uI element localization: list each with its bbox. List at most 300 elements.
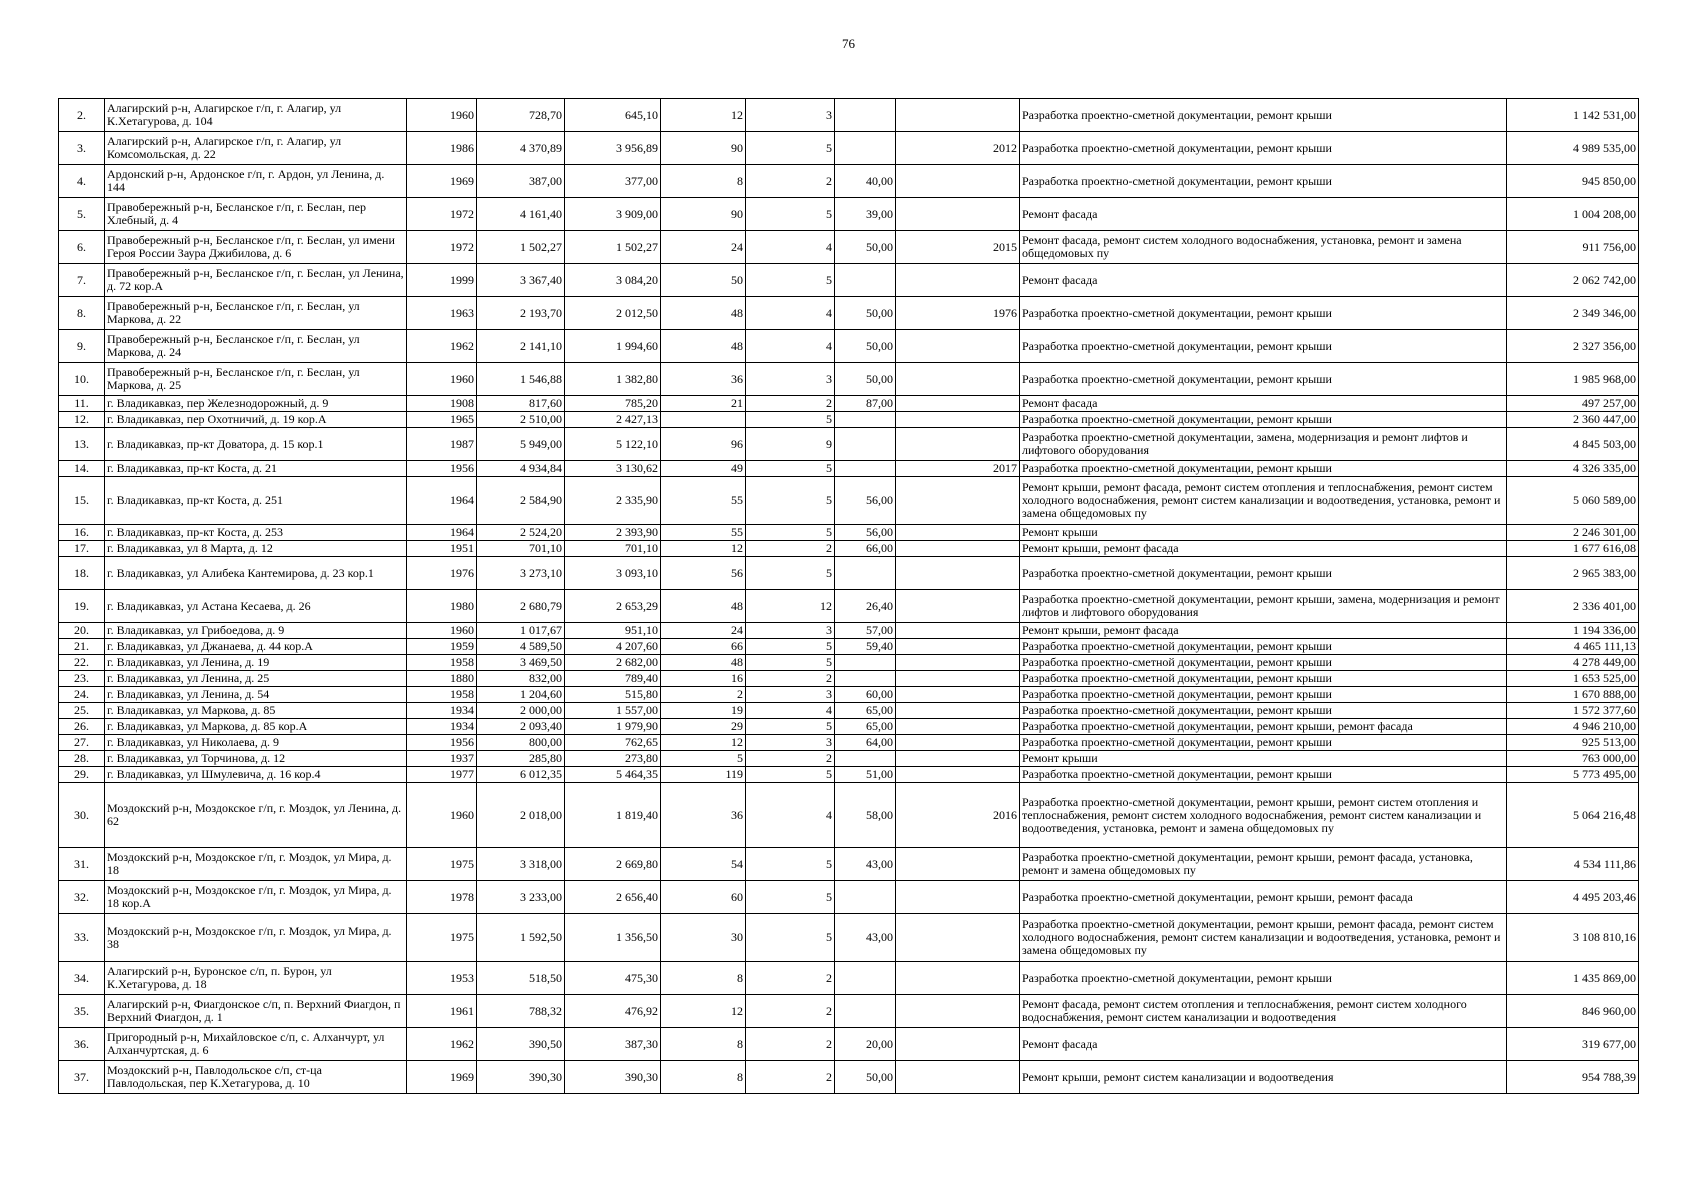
residents-cell: 24	[661, 623, 746, 639]
last-repair-year-cell	[896, 525, 1020, 541]
row-number: 28.	[59, 751, 105, 767]
floors-cell: 3	[746, 363, 835, 396]
residents-cell: 55	[661, 477, 746, 525]
works-cell: Разработка проектно-сметной документации, ремонт крыши, замена, модернизация и ремонт лифтов и лифтового оборудования	[1020, 590, 1507, 623]
cost-cell: 2 360 447,00	[1507, 412, 1639, 428]
row-number: 3.	[59, 132, 105, 165]
year-cell: 1976	[407, 557, 477, 590]
last-repair-year-cell	[896, 735, 1020, 751]
row-number: 17.	[59, 541, 105, 557]
wear-cell	[835, 557, 896, 590]
residents-cell: 8	[661, 165, 746, 198]
total-area-cell: 2 680,79	[477, 590, 565, 623]
row-number: 16.	[59, 525, 105, 541]
last-repair-year-cell	[896, 198, 1020, 231]
last-repair-year-cell	[896, 264, 1020, 297]
works-cell: Разработка проектно-сметной документации, ремонт крыши	[1020, 330, 1507, 363]
table-row	[59, 330, 1639, 363]
last-repair-year-cell	[896, 99, 1020, 132]
floors-cell: 3	[746, 687, 835, 703]
row-number: 31.	[59, 848, 105, 881]
floors-cell: 2	[746, 1061, 835, 1094]
living-area-cell: 475,30	[565, 962, 661, 995]
total-area-cell: 390,30	[477, 1061, 565, 1094]
living-area-cell: 1 502,27	[565, 231, 661, 264]
works-cell: Ремонт крыши, ремонт систем канализации и водоотведения	[1020, 1061, 1507, 1094]
cost-cell: 4 534 111,86	[1507, 848, 1639, 881]
year-cell: 1962	[407, 1028, 477, 1061]
table-row	[59, 1028, 1639, 1061]
table-row	[59, 198, 1639, 231]
year-cell: 1937	[407, 751, 477, 767]
address-cell: Правобережный р-н, Бесланское г/п, г. Беслан, ул Маркова, д. 22	[105, 297, 407, 330]
works-cell: Разработка проектно-сметной документации, ремонт крыши	[1020, 671, 1507, 687]
row-number: 10.	[59, 363, 105, 396]
last-repair-year-cell	[896, 477, 1020, 525]
works-cell: Разработка проектно-сметной документации, ремонт крыши	[1020, 639, 1507, 655]
last-repair-year-cell: 2016	[896, 783, 1020, 848]
address-cell: г. Владикавказ, ул Маркова, д. 85	[105, 703, 407, 719]
living-area-cell: 1 994,60	[565, 330, 661, 363]
cost-cell: 4 989 535,00	[1507, 132, 1639, 165]
floors-cell: 5	[746, 412, 835, 428]
year-cell: 1975	[407, 914, 477, 962]
last-repair-year-cell	[896, 363, 1020, 396]
table-row	[59, 363, 1639, 396]
last-repair-year-cell	[896, 751, 1020, 767]
wear-cell: 65,00	[835, 719, 896, 735]
residents-cell: 48	[661, 655, 746, 671]
total-area-cell: 387,00	[477, 165, 565, 198]
address-cell: Алагирский р-н, Фиагдонское с/п, п. Верхний Фиагдон, п Верхний Фиагдон, д. 1	[105, 995, 407, 1028]
last-repair-year-cell	[896, 881, 1020, 914]
table-row	[59, 767, 1639, 783]
living-area-cell: 2 682,00	[565, 655, 661, 671]
living-area-cell: 515,80	[565, 687, 661, 703]
works-cell: Разработка проектно-сметной документации, ремонт крыши	[1020, 461, 1507, 477]
cost-cell: 4 465 111,13	[1507, 639, 1639, 655]
address-cell: Правобережный р-н, Бесланское г/п, г. Беслан, ул имени Героя России Заура Джибилова, д. 6	[105, 231, 407, 264]
residents-cell: 12	[661, 541, 746, 557]
total-area-cell: 3 367,40	[477, 264, 565, 297]
floors-cell: 3	[746, 735, 835, 751]
residents-cell: 12	[661, 995, 746, 1028]
total-area-cell: 2 193,70	[477, 297, 565, 330]
floors-cell: 9	[746, 428, 835, 461]
row-number: 21.	[59, 639, 105, 655]
address-cell: г. Владикавказ, ул Маркова, д. 85 кор.А	[105, 719, 407, 735]
residents-cell: 2	[661, 687, 746, 703]
cost-cell: 1 985 968,00	[1507, 363, 1639, 396]
floors-cell: 2	[746, 671, 835, 687]
address-cell: г. Владикавказ, пер Охотничий, д. 19 кор.А	[105, 412, 407, 428]
last-repair-year-cell	[896, 412, 1020, 428]
year-cell: 1987	[407, 428, 477, 461]
total-area-cell: 2 524,20	[477, 525, 565, 541]
wear-cell: 87,00	[835, 396, 896, 412]
last-repair-year-cell	[896, 428, 1020, 461]
year-cell: 1999	[407, 264, 477, 297]
cost-cell: 2 062 742,00	[1507, 264, 1639, 297]
last-repair-year-cell	[896, 1061, 1020, 1094]
row-number: 5.	[59, 198, 105, 231]
floors-cell: 2	[746, 165, 835, 198]
works-cell: Ремонт фасада	[1020, 198, 1507, 231]
living-area-cell: 789,40	[565, 671, 661, 687]
year-cell: 1986	[407, 132, 477, 165]
table-row	[59, 962, 1639, 995]
works-cell: Ремонт фасада	[1020, 396, 1507, 412]
works-cell: Разработка проектно-сметной документации, ремонт крыши, ремонт систем отопления и теплоснабжения, ремонт систем холодного водоснабжения, ремонт систем канализации и водоотведения, установка, ремонт и замена общедомовых пу	[1020, 783, 1507, 848]
last-repair-year-cell	[896, 639, 1020, 655]
cost-cell: 925 513,00	[1507, 735, 1639, 751]
year-cell: 1977	[407, 767, 477, 783]
last-repair-year-cell	[896, 541, 1020, 557]
wear-cell	[835, 962, 896, 995]
year-cell: 1969	[407, 165, 477, 198]
table-row	[59, 99, 1639, 132]
floors-cell: 5	[746, 198, 835, 231]
table-row	[59, 557, 1639, 590]
total-area-cell: 3 273,10	[477, 557, 565, 590]
works-cell: Разработка проектно-сметной документации, ремонт крыши	[1020, 412, 1507, 428]
year-cell: 1960	[407, 363, 477, 396]
table-row	[59, 525, 1639, 541]
table-body	[59, 99, 1639, 1094]
living-area-cell: 3 130,62	[565, 461, 661, 477]
living-area-cell: 951,10	[565, 623, 661, 639]
table-row	[59, 995, 1639, 1028]
floors-cell: 5	[746, 719, 835, 735]
table-row	[59, 881, 1639, 914]
row-number: 27.	[59, 735, 105, 751]
cost-cell: 4 278 449,00	[1507, 655, 1639, 671]
residents-cell: 30	[661, 914, 746, 962]
year-cell: 1934	[407, 719, 477, 735]
wear-cell	[835, 264, 896, 297]
total-area-cell: 728,70	[477, 99, 565, 132]
wear-cell: 58,00	[835, 783, 896, 848]
table-row	[59, 590, 1639, 623]
residents-cell: 48	[661, 590, 746, 623]
living-area-cell: 2 335,90	[565, 477, 661, 525]
floors-cell: 2	[746, 396, 835, 412]
floors-cell: 4	[746, 330, 835, 363]
year-cell: 1965	[407, 412, 477, 428]
living-area-cell: 1 979,90	[565, 719, 661, 735]
wear-cell: 26,40	[835, 590, 896, 623]
wear-cell	[835, 655, 896, 671]
living-area-cell: 1 819,40	[565, 783, 661, 848]
residents-cell: 12	[661, 735, 746, 751]
table-row	[59, 848, 1639, 881]
total-area-cell: 6 012,35	[477, 767, 565, 783]
residents-cell: 24	[661, 231, 746, 264]
total-area-cell: 4 370,89	[477, 132, 565, 165]
residents-cell: 16	[661, 671, 746, 687]
address-cell: Правобережный р-н, Бесланское г/п, г. Беслан, пер Хлебный, д. 4	[105, 198, 407, 231]
works-cell: Разработка проектно-сметной документации, ремонт крыши	[1020, 767, 1507, 783]
last-repair-year-cell	[896, 687, 1020, 703]
row-number: 32.	[59, 881, 105, 914]
last-repair-year-cell: 1976	[896, 297, 1020, 330]
table-row	[59, 687, 1639, 703]
row-number: 35.	[59, 995, 105, 1028]
living-area-cell: 2 393,90	[565, 525, 661, 541]
row-number: 18.	[59, 557, 105, 590]
wear-cell: 43,00	[835, 914, 896, 962]
row-number: 6.	[59, 231, 105, 264]
wear-cell: 51,00	[835, 767, 896, 783]
wear-cell: 59,40	[835, 639, 896, 655]
cost-cell: 4 946 210,00	[1507, 719, 1639, 735]
address-cell: Ардонский р-н, Ардонское г/п, г. Ардон, ул Ленина, д. 144	[105, 165, 407, 198]
total-area-cell: 5 949,00	[477, 428, 565, 461]
works-cell: Ремонт крыши, ремонт фасада	[1020, 541, 1507, 557]
living-area-cell: 3 956,89	[565, 132, 661, 165]
year-cell: 1951	[407, 541, 477, 557]
total-area-cell: 1 592,50	[477, 914, 565, 962]
address-cell: г. Владикавказ, ул Ленина, д. 25	[105, 671, 407, 687]
year-cell: 1934	[407, 703, 477, 719]
wear-cell: 40,00	[835, 165, 896, 198]
residents-cell: 36	[661, 363, 746, 396]
living-area-cell: 273,80	[565, 751, 661, 767]
cost-cell: 1 677 616,08	[1507, 541, 1639, 557]
last-repair-year-cell	[896, 767, 1020, 783]
residents-cell	[661, 412, 746, 428]
cost-cell: 3 108 810,16	[1507, 914, 1639, 962]
last-repair-year-cell	[896, 962, 1020, 995]
living-area-cell: 387,30	[565, 1028, 661, 1061]
year-cell: 1964	[407, 477, 477, 525]
living-area-cell: 1 382,80	[565, 363, 661, 396]
residents-cell: 36	[661, 783, 746, 848]
living-area-cell: 701,10	[565, 541, 661, 557]
wear-cell	[835, 428, 896, 461]
works-cell: Ремонт фасада	[1020, 1028, 1507, 1061]
works-cell: Ремонт фасада, ремонт систем отопления и теплоснабжения, ремонт систем холодного водоснабжения, ремонт систем канализации и водоотведения	[1020, 995, 1507, 1028]
residents-cell: 90	[661, 132, 746, 165]
table-row	[59, 396, 1639, 412]
total-area-cell: 4 934,84	[477, 461, 565, 477]
total-area-cell: 3 469,50	[477, 655, 565, 671]
address-cell: г. Владикавказ, ул Ленина, д. 19	[105, 655, 407, 671]
year-cell: 1961	[407, 995, 477, 1028]
address-cell: г. Владикавказ, ул Торчинова, д. 12	[105, 751, 407, 767]
table-row	[59, 231, 1639, 264]
wear-cell: 65,00	[835, 703, 896, 719]
address-cell: г. Владикавказ, пр-кт Коста, д. 21	[105, 461, 407, 477]
cost-cell: 1 572 377,60	[1507, 703, 1639, 719]
year-cell: 1880	[407, 671, 477, 687]
wear-cell	[835, 412, 896, 428]
row-number: 7.	[59, 264, 105, 297]
total-area-cell: 518,50	[477, 962, 565, 995]
floors-cell: 2	[746, 995, 835, 1028]
total-area-cell: 788,32	[477, 995, 565, 1028]
table-row	[59, 671, 1639, 687]
address-cell: г. Владикавказ, ул Грибоедова, д. 9	[105, 623, 407, 639]
wear-cell	[835, 671, 896, 687]
living-area-cell: 645,10	[565, 99, 661, 132]
year-cell: 1960	[407, 623, 477, 639]
last-repair-year-cell	[896, 914, 1020, 962]
last-repair-year-cell	[896, 590, 1020, 623]
wear-cell	[835, 99, 896, 132]
year-cell: 1959	[407, 639, 477, 655]
table-row	[59, 165, 1639, 198]
row-number: 24.	[59, 687, 105, 703]
year-cell: 1960	[407, 99, 477, 132]
address-cell: Правобережный р-н, Бесланское г/п, г. Беслан, ул Маркова, д. 24	[105, 330, 407, 363]
living-area-cell: 390,30	[565, 1061, 661, 1094]
cost-cell: 319 677,00	[1507, 1028, 1639, 1061]
living-area-cell: 1 557,00	[565, 703, 661, 719]
row-number: 22.	[59, 655, 105, 671]
total-area-cell: 1 502,27	[477, 231, 565, 264]
works-cell: Ремонт крыши, ремонт фасада, ремонт систем отопления и теплоснабжения, ремонт систем холодного водоснабжения, ремонт систем канализации и водоотведения, установка, ремонт и замена общедомовых пу	[1020, 477, 1507, 525]
table-row	[59, 719, 1639, 735]
address-cell: г. Владикавказ, пр-кт Коста, д. 251	[105, 477, 407, 525]
floors-cell: 4	[746, 703, 835, 719]
living-area-cell: 2 669,80	[565, 848, 661, 881]
table-row	[59, 735, 1639, 751]
residents-cell: 60	[661, 881, 746, 914]
floors-cell: 5	[746, 461, 835, 477]
living-area-cell: 1 356,50	[565, 914, 661, 962]
residents-cell: 119	[661, 767, 746, 783]
floors-cell: 5	[746, 848, 835, 881]
wear-cell: 50,00	[835, 1061, 896, 1094]
floors-cell: 4	[746, 231, 835, 264]
total-area-cell: 1 017,67	[477, 623, 565, 639]
total-area-cell: 2 093,40	[477, 719, 565, 735]
works-cell: Разработка проектно-сметной документации, ремонт крыши	[1020, 687, 1507, 703]
total-area-cell: 800,00	[477, 735, 565, 751]
works-cell: Разработка проектно-сметной документации, ремонт крыши	[1020, 363, 1507, 396]
address-cell: г. Владикавказ, ул Астана Кесаева, д. 26	[105, 590, 407, 623]
year-cell: 1972	[407, 231, 477, 264]
last-repair-year-cell	[896, 995, 1020, 1028]
residents-cell: 5	[661, 751, 746, 767]
floors-cell: 2	[746, 962, 835, 995]
living-area-cell: 377,00	[565, 165, 661, 198]
floors-cell: 2	[746, 751, 835, 767]
total-area-cell: 2 510,00	[477, 412, 565, 428]
address-cell: г. Владикавказ, пр-кт Доватора, д. 15 кор.1	[105, 428, 407, 461]
table-row	[59, 477, 1639, 525]
cost-cell: 5 773 495,00	[1507, 767, 1639, 783]
address-cell: г. Владикавказ, пер Железнодорожный, д. 9	[105, 396, 407, 412]
row-number: 36.	[59, 1028, 105, 1061]
last-repair-year-cell	[896, 557, 1020, 590]
last-repair-year-cell	[896, 703, 1020, 719]
row-number: 13.	[59, 428, 105, 461]
cost-cell: 1 004 208,00	[1507, 198, 1639, 231]
table-row	[59, 639, 1639, 655]
year-cell: 1962	[407, 330, 477, 363]
wear-cell: 56,00	[835, 477, 896, 525]
residents-cell: 54	[661, 848, 746, 881]
total-area-cell: 2 141,10	[477, 330, 565, 363]
last-repair-year-cell	[896, 396, 1020, 412]
address-cell: Моздокский р-н, Павлодольское с/п, ст-ца Павлодольская, пер К.Хетагурова, д. 10	[105, 1061, 407, 1094]
cost-cell: 1 670 888,00	[1507, 687, 1639, 703]
total-area-cell: 1 204,60	[477, 687, 565, 703]
row-number: 19.	[59, 590, 105, 623]
row-number: 23.	[59, 671, 105, 687]
address-cell: г. Владикавказ, ул Джанаева, д. 44 кор.А	[105, 639, 407, 655]
residents-cell: 8	[661, 1028, 746, 1061]
last-repair-year-cell	[896, 623, 1020, 639]
cost-cell: 5 060 589,00	[1507, 477, 1639, 525]
table-row	[59, 264, 1639, 297]
cost-cell: 5 064 216,48	[1507, 783, 1639, 848]
last-repair-year-cell	[896, 671, 1020, 687]
residents-cell: 8	[661, 1061, 746, 1094]
table-row	[59, 412, 1639, 428]
last-repair-year-cell	[896, 655, 1020, 671]
living-area-cell: 2 012,50	[565, 297, 661, 330]
address-cell: г. Владикавказ, пр-кт Коста, д. 253	[105, 525, 407, 541]
address-cell: Правобережный р-н, Бесланское г/п, г. Беслан, ул Маркова, д. 25	[105, 363, 407, 396]
address-cell: Моздокский р-н, Моздокское г/п, г. Моздок, ул Мира, д. 18	[105, 848, 407, 881]
address-cell: Пригородный р-н, Михайловское с/п, с. Алханчурт, ул Алханчуртская, д. 6	[105, 1028, 407, 1061]
row-number: 34.	[59, 962, 105, 995]
residents-cell: 8	[661, 962, 746, 995]
total-area-cell: 817,60	[477, 396, 565, 412]
floors-cell: 5	[746, 525, 835, 541]
living-area-cell: 476,92	[565, 995, 661, 1028]
row-number: 9.	[59, 330, 105, 363]
row-number: 33.	[59, 914, 105, 962]
cost-cell: 4 845 503,00	[1507, 428, 1639, 461]
total-area-cell: 2 000,00	[477, 703, 565, 719]
cost-cell: 2 336 401,00	[1507, 590, 1639, 623]
last-repair-year-cell	[896, 1028, 1020, 1061]
works-cell: Разработка проектно-сметной документации, замена, модернизация и ремонт лифтов и лифтового оборудования	[1020, 428, 1507, 461]
cost-cell: 1 653 525,00	[1507, 671, 1639, 687]
table-row	[59, 751, 1639, 767]
address-cell: г. Владикавказ, ул Николаева, д. 9	[105, 735, 407, 751]
floors-cell: 5	[746, 477, 835, 525]
total-area-cell: 3 233,00	[477, 881, 565, 914]
floors-cell: 2	[746, 1028, 835, 1061]
year-cell: 1960	[407, 783, 477, 848]
page-number: 76	[842, 36, 855, 51]
floors-cell: 3	[746, 623, 835, 639]
works-cell: Разработка проектно-сметной документации, ремонт крыши, ремонт фасада, ремонт систем холодного водоснабжения, ремонт систем канализации и водоотведения, установка, ремонт и замена общедомовых пу	[1020, 914, 1507, 962]
cost-cell: 4 495 203,46	[1507, 881, 1639, 914]
wear-cell	[835, 132, 896, 165]
address-cell: г. Владикавказ, ул Шмулевича, д. 16 кор.4	[105, 767, 407, 783]
floors-cell: 5	[746, 557, 835, 590]
works-cell: Разработка проектно-сметной документации, ремонт крыши	[1020, 99, 1507, 132]
living-area-cell: 2 656,40	[565, 881, 661, 914]
cost-cell: 945 850,00	[1507, 165, 1639, 198]
residents-cell: 90	[661, 198, 746, 231]
cost-cell: 763 000,00	[1507, 751, 1639, 767]
row-number: 26.	[59, 719, 105, 735]
works-cell: Разработка проектно-сметной документации, ремонт крыши, ремонт фасада, установка, ремонт и замена общедомовых пу	[1020, 848, 1507, 881]
cost-cell: 1 435 869,00	[1507, 962, 1639, 995]
cost-cell: 846 960,00	[1507, 995, 1639, 1028]
works-cell: Ремонт крыши	[1020, 525, 1507, 541]
works-cell: Ремонт фасада, ремонт систем холодного водоснабжения, установка, ремонт и замена общедомовых пу	[1020, 231, 1507, 264]
floors-cell: 5	[746, 914, 835, 962]
wear-cell: 60,00	[835, 687, 896, 703]
